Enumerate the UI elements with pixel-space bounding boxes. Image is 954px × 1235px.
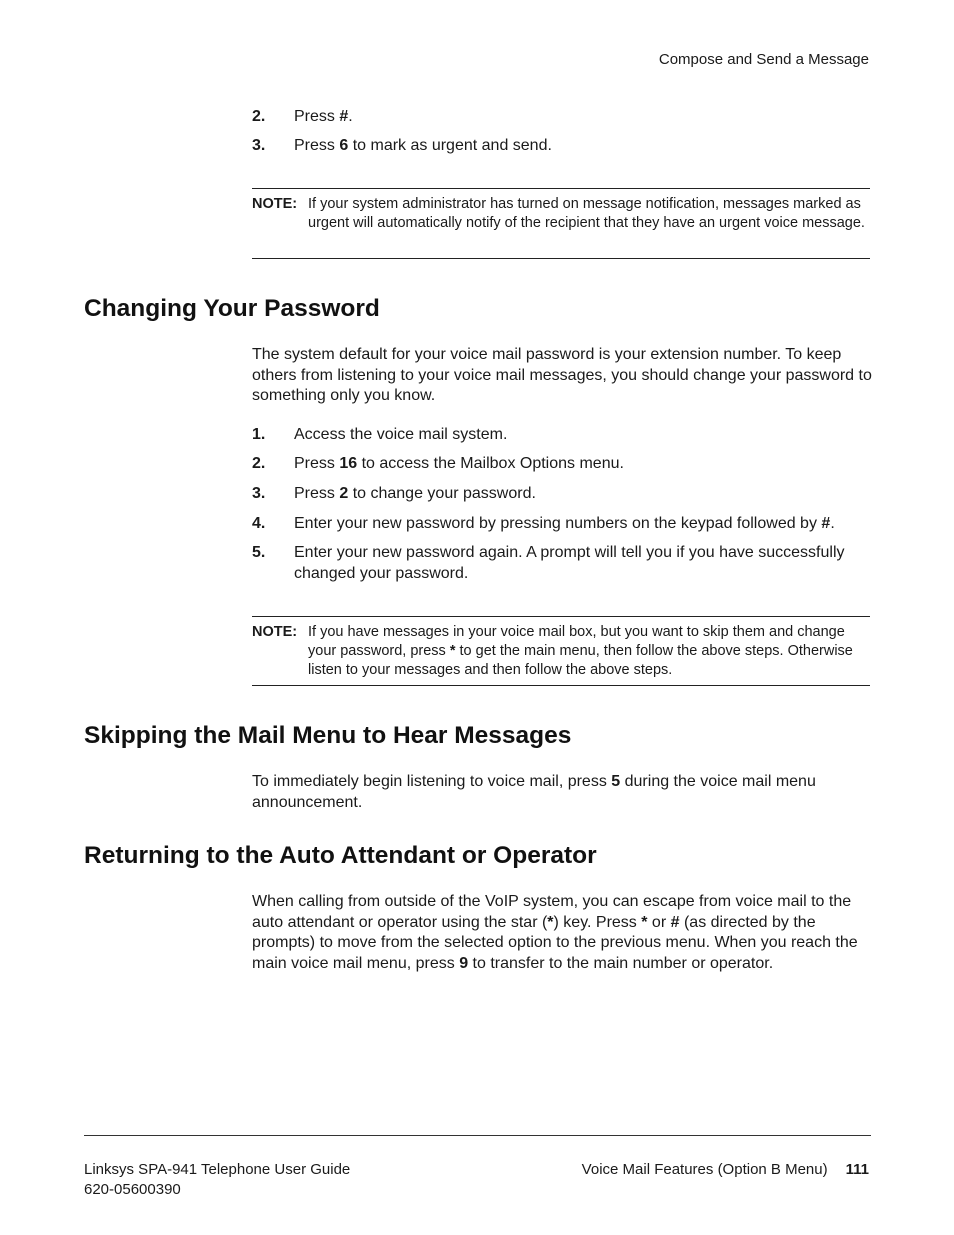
step-text: to mark as urgent and send. — [348, 137, 552, 154]
step-key: 6 — [339, 137, 349, 154]
body-key: # — [670, 913, 680, 931]
step-number: 2. — [252, 108, 266, 125]
step-text: Press — [294, 485, 340, 502]
step-text: . — [830, 515, 835, 532]
step-item — [252, 136, 872, 157]
step-text: to access the Mailbox Options menu. — [357, 455, 624, 472]
body-key: 5 — [611, 773, 621, 790]
section-heading: Changing Your Password — [84, 295, 380, 322]
section-heading: Skipping the Mail Menu to Hear Messages — [84, 722, 572, 749]
body-text: to transfer to the main number or operator. — [468, 954, 774, 972]
step-text: Press — [294, 108, 340, 125]
step-item — [252, 454, 872, 475]
step-number: 4. — [252, 515, 266, 532]
step-text: Enter your new password again. A prompt will tell you if you have successfully changed your password. — [294, 544, 845, 582]
note-label: NOTE: — [252, 624, 298, 640]
step-item — [252, 543, 872, 584]
step-key: 2 — [339, 485, 349, 502]
body-text: or — [647, 913, 671, 931]
note-text: If you have messages in your voice mail box, but you want to skip them and change your password, press — [308, 624, 845, 659]
step-text: Enter your new password by pressing numbers on the keypad followed by — [294, 515, 822, 532]
body-text: When calling from outside of the VoIP system, you can escape from voice mail to the auto attendant or operator using the star ( — [252, 893, 852, 931]
step-number: 1. — [252, 426, 266, 443]
body-text: ) key. Press — [553, 913, 642, 931]
body-text: during the voice mail menu announcement. — [252, 773, 816, 811]
step-number: 5. — [252, 544, 266, 561]
step-item — [252, 484, 872, 505]
step-item — [252, 107, 872, 128]
note-text: to get the main menu, then follow the above steps. Otherwise listen to your messages and then follow the above steps. — [308, 643, 853, 678]
body-key: 9 — [459, 954, 469, 972]
section-heading: Returning to the Auto Attendant or Operator — [84, 842, 597, 869]
body-key: * — [641, 913, 648, 931]
footer-divider — [84, 1135, 871, 1136]
step-text: to change your password. — [348, 485, 536, 502]
page-number: 111 — [845, 1161, 869, 1178]
running-header: Compose and Send a Message — [658, 51, 869, 68]
step-key: 16 — [339, 455, 358, 472]
step-number: 3. — [252, 485, 266, 502]
note-key: * — [449, 643, 456, 659]
body-text: To immediately begin listening to voice mail, press — [252, 773, 612, 790]
step-number: 3. — [252, 137, 266, 154]
section-body — [252, 892, 872, 974]
step-text: Press — [294, 137, 340, 154]
step-text: Access the voice mail system. — [294, 426, 508, 443]
note-box — [252, 616, 870, 686]
step-number: 2. — [252, 455, 266, 472]
footer-doc-number: 620-05600390 — [84, 1181, 181, 1198]
step-item — [252, 425, 872, 446]
step-text: . — [348, 108, 353, 125]
step-key: # — [339, 108, 349, 125]
footer-right — [582, 1160, 869, 1180]
note-label: NOTE: — [252, 196, 298, 212]
body-text: (as directed by the prompts) to move from the selected option to the previous menu. When you reach the main voice mail menu, press — [252, 913, 858, 972]
note-box — [252, 188, 870, 259]
step-text: Press — [294, 455, 340, 472]
section-intro: The system default for your voice mail password is your extension number. To keep others from listening to your voice mail messages, you should change your password to something only you know. — [252, 346, 872, 404]
note-text: If your system administrator has turned on message notification, messages marked as urgent will automatically notify of the recipient that they have an urgent voice message. — [308, 196, 865, 231]
footer-chapter: Voice Mail Features (Option B Menu) — [581, 1161, 828, 1178]
body-key: * — [547, 913, 554, 931]
step-item — [252, 514, 872, 535]
step-key: # — [821, 515, 831, 532]
section-body — [252, 772, 872, 813]
footer-guide-title: Linksys SPA-941 Telephone User Guide — [84, 1161, 351, 1178]
